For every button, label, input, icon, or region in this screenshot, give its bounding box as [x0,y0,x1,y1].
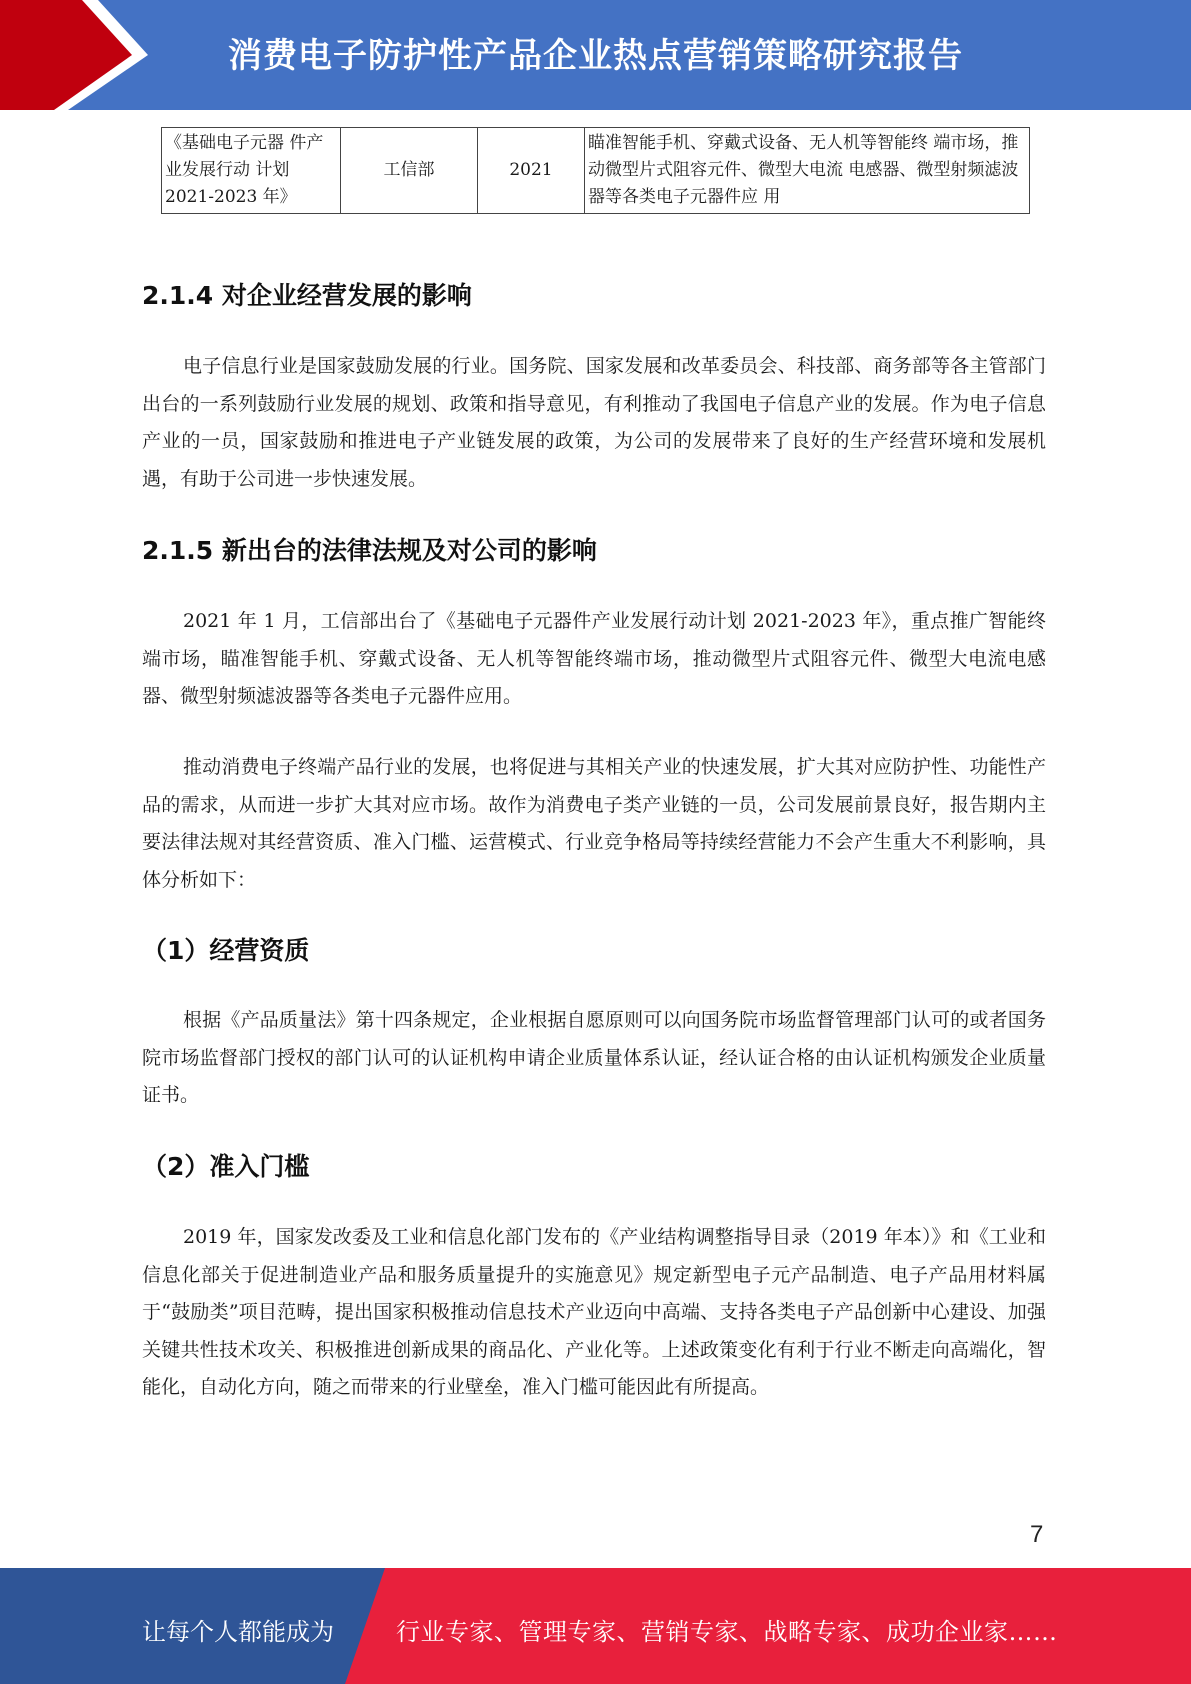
subheading-qualification: （1）经营资质 [142,936,310,965]
policy-description-cell: 瞄准智能手机、穿戴式设备、无人机等智能终 端市场，推动微型片式阻容元件、微型大电流 电感器、微型射频滤波器等各类电子元器件应 用 [585,128,1030,214]
policy-name-cell: 《基础电子元器 件产业发展行动 计划 2021-2023 年》 [162,128,341,214]
footer-slogan-right: 行业专家、管理专家、营销专家、战略专家、成功企业家…… [396,1618,1058,1646]
report-title: 消费电子防护性产品企业热点营销策略研究报告 [228,36,963,76]
paragraph-2-1-5-second: 推动消费电子终端产品行业的发展，也将促进与其相关产业的快速发展，扩大其对应防护性、功能性产品的需求，从而进一步扩大其对应市场。故作为消费电子类产业链的一员，公司发展前景良好，报告期内主要法律法规对其经营资质、准入门槛、运营模式、行业竞争格局等持续经营能力不会产生重大不利影响，具体分析如下： [142,756,1046,891]
footer-slogan-left: 让每个人都能成为 [142,1618,334,1646]
subheading-threshold: （2）准入门槛 [142,1152,310,1181]
page-header [0,0,1191,110]
paragraph-2-1-5-first: 2021 年 1 月，工信部出台了《基础电子元器件产业发展行动计划 2021-2023 年》，重点推广智能终端市场，瞄准智能手机、穿戴式设备、无人机等智能终端市场，推动微型片式阻容元件、微型大电流电感器、微型射频滤波器等各类电子元器件应用。 [142,610,1046,707]
policy-table [161,127,1030,214]
paragraph-qualification: 根据《产品质量法》第十四条规定，企业根据自愿原则可以向国务院市场监督管理部门认可的或者国务院市场监督部门授权的部门认可的认证机构申请企业质量体系认证，经认证合格的由认证机构颁发企业质量证书。 [142,1009,1046,1106]
paragraph-2-1-4: 电子信息行业是国家鼓励发展的行业。国务院、国家发展和改革委员会、科技部、商务部等各主管部门出台的一系列鼓励行业发展的规划、政策和指导意见，有利推动了我国电子信息产业的发展。作为电子信息产业的一员，国家鼓励和推进电子产业链发展的政策，为公司的发展带来了良好的生产经营环境和发展机遇，有助于公司进一步快速发展。 [142,355,1046,490]
policy-department-cell: 工信部 [341,128,478,214]
page-number: 7 [1030,1521,1044,1548]
table-row [162,128,1030,214]
section-heading-2-1-4: 2.1.4 对企业经营发展的影响 [142,281,472,310]
policy-year-cell: 2021 [478,128,585,214]
section-heading-2-1-5: 2.1.5 新出台的法律法规及对公司的影响 [142,536,597,565]
paragraph-threshold: 2019 年，国家发改委及工业和信息化部门发布的《产业结构调整指导目录（2019 年本）》和《工业和信息化部关于促进制造业产品和服务质量提升的实施意见》规定新型电子元产品制造、电子产品用材料属于“鼓励类”项目范畴，提出国家积极推动信息技术产业迈向中高端、支持各类电子产品创新中心建设、加强关键共性技术攻关、积极推进创新成果的商品化、产业化等。上述政策变化有利于行业不断走向高端化，智能化，自动化方向，随之而带来的行业壁垒，准入门槛可能因此有所提高。 [142,1226,1046,1398]
page-footer [0,1568,1191,1684]
